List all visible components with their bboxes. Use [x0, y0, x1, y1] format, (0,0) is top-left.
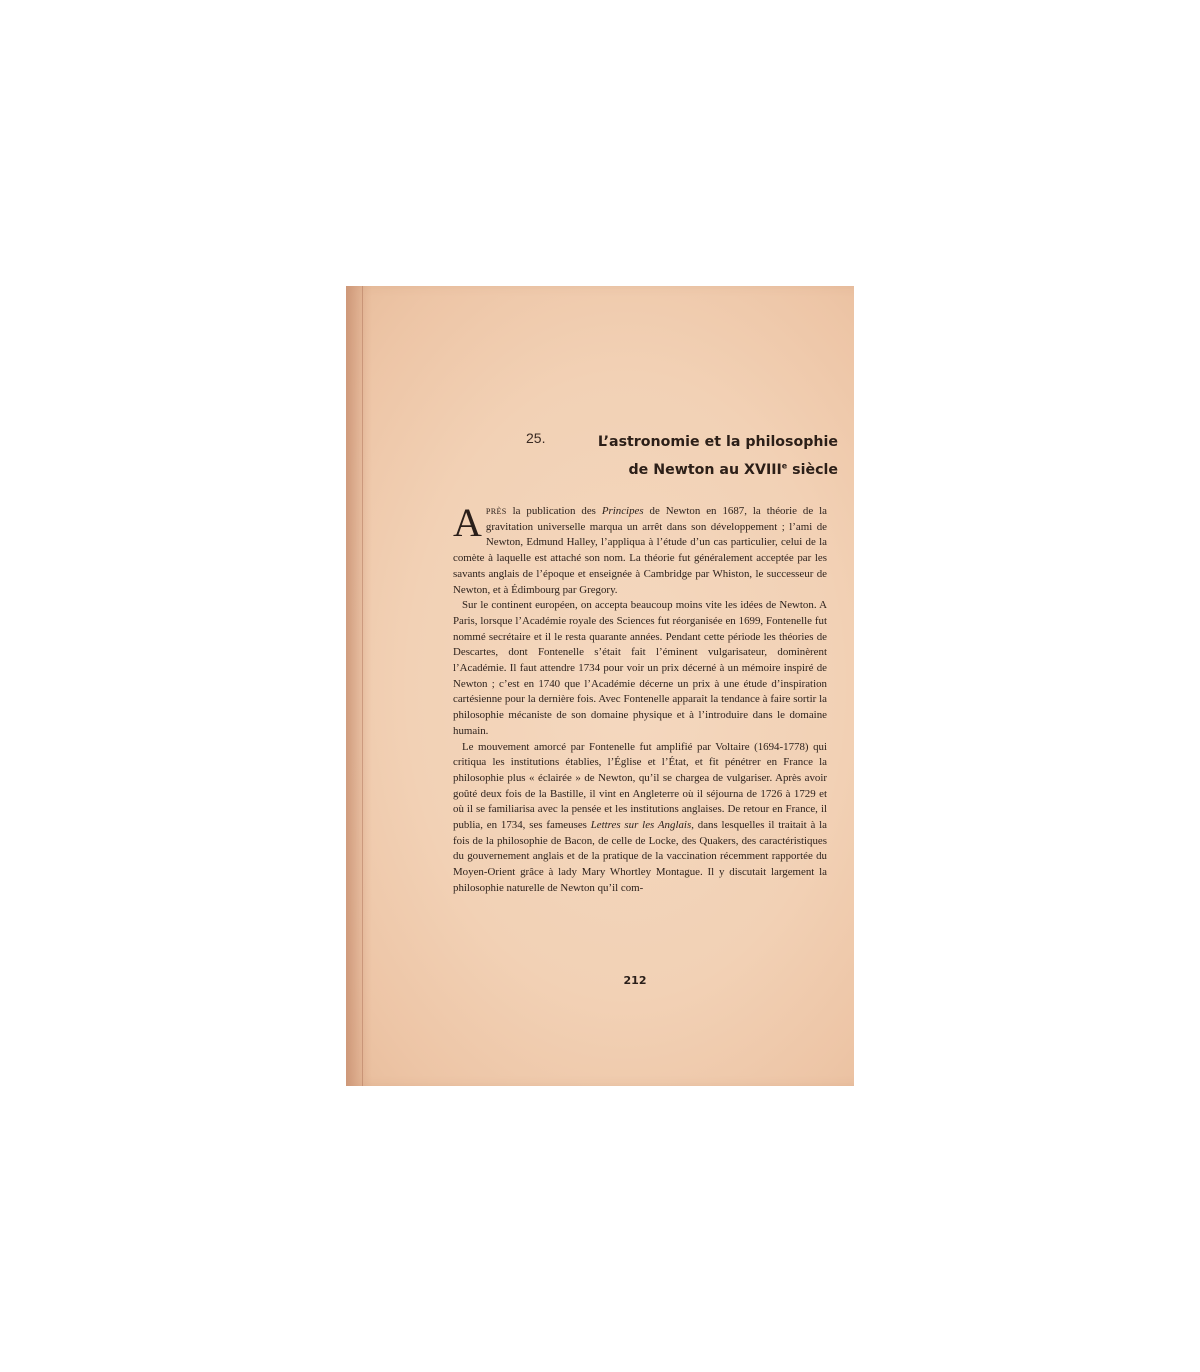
paragraph-1-text-a: la publication des: [506, 505, 602, 517]
paragraph-3-text-b: , dans lesquelles il traitait à la fois de la philosophie de Bacon, de celle de Locke, des Quakers, des caractéristiques du gouvernement anglais et de la pratique de la vaccination récemment rapportée du Moyen-Orient grâce à lady Mary Whortley Montague. Il y discutait largement la philosophie naturelle de Newton qu’il com-: [453, 819, 827, 894]
title-line2-start: de Newton au XVIII: [628, 461, 782, 478]
lead-smallcaps: PRÈS: [485, 507, 507, 516]
paragraph-1: [453, 500, 828, 598]
paragraph-2: Sur le continent européen, on accepta beaucoup moins vite les idées de Newton. A Paris, lorsque l’Académie royale des Sciences fut réorganisée en 1699, Fontenelle fut nommé secrétaire et il le resta quarante années. Pendant cette période les théories de Descartes, dont Fontenelle s’était fait l’éminent vulgarisateur, dominèrent l’Académie. Il faut attendre 1734 pour voir un prix décerné à un mémoire inspiré de Newton ; c’est en 1740 que l’Académie décerne un prix à une étude d’inspiration cartésienne pour la dernière fois. Avec Fontenelle apparait la tendance à faire sortir la philosophie mécaniste de son domaine physique et à l’introduire dans le domaine humain.: [453, 599, 827, 737]
chapter-number: 25.: [526, 430, 546, 446]
paragraph-3-italic: Lettres sur les Anglais: [590, 819, 692, 832]
page-number: 212: [623, 974, 647, 987]
paragraph-1-italic: Principes: [601, 505, 644, 517]
title-superscript: e: [781, 461, 788, 470]
paragraph-3: [453, 740, 827, 897]
drop-cap: A: [453, 500, 482, 545]
book-page: [346, 286, 854, 1086]
paragraph-1-text-b: de Newton en 1687, la théorie de la gravitation universelle marqua un arrêt dans son développement ; l’ami de Newton, Edmund Halley, l’appliqua à l’étude d’un cas particulier, celui de la comète à laquelle est attaché son nom. La théorie fut généralement acceptée par les savants anglais de l’époque et enseignée à Cambridge par Whiston, le successeur de Newton, et à Édimbourg par Gregory.: [453, 505, 828, 596]
body-text: [453, 500, 828, 897]
page-binding-shadow: [346, 286, 372, 1086]
title-line2-end: siècle: [787, 461, 838, 478]
page-binding-line: [362, 286, 363, 1086]
chapter-title: [598, 430, 838, 482]
chapter-title-line2: [629, 462, 838, 478]
chapter-heading: [526, 430, 838, 490]
chapter-title-line1: L’astronomie et la philosophie: [597, 434, 838, 450]
paragraph-3-text-a: Le mouvement amorcé par Fontenelle fut amplifié par Voltaire (1694-1778) qui critiqua les institutions établies, l’Église et l’État, et fit pénétrer en France la philosophie plus « éclairée » de Newton, qu’il se chargea de vulgariser. Après avoir goûté deux fois de la Bastille, il vint en Angleterre où il séjourna de 1726 à 1729 et où il se familiarisa avec la pensée et les institutions anglaises. De retour en France, il publia, en 1734, ses fameuses: [453, 740, 827, 832]
